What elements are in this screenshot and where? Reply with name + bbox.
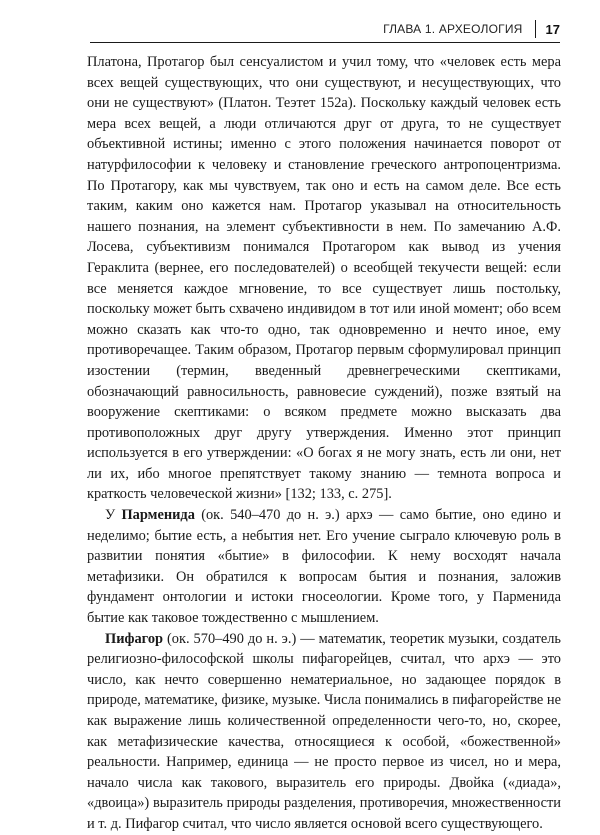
- philosopher-name: Парменида: [121, 507, 195, 524]
- philosopher-name: Пифагор: [105, 630, 164, 647]
- paragraph-pythagoras: [87, 629, 561, 835]
- paragraph-protagoras: [87, 52, 561, 505]
- paragraph-text: Платона, Протагор был сенсуалистом и учил тому, что «человек есть мера всех вещей существующих, что они существуют, и несуществующих, что они не существуют» (Платон. Теэтет 152а). Поскольку каждый человек есть мера всех вещей, а люди отличаются друг от друга, то не существует объективной истины; именно с этого положения начинается поворот от натурфилософии к человеку и становление греческого антропоцентризма. По Протагору, как мы чувствуем, так оно и есть на самом деле. Все есть таким, каким оно кажется нам. Протагор указывал на относительность нашего познания, на элемент субъективности в нем. По замечанию А.Ф. Лосева, субъективизм понимался Протагором как вывод из учения Гераклита (вернее, его последователей) о всеобщей текучести вещей: если все меняется каждое мгновение, то все существует лишь постольку, поскольку может быть схвачено индивидом в тот или иной момент; обо всем можно сказать как что-то одно, так одновременно и нечто иное, ему противоречащее. Таким образом, Протагор первым сформулировал принцип изостении (термин, введенный древнегреческими скептиками, обозначающий равносильность, равновесие суждений), позже взятый на вооружение скептиками: о всяком предмете можно высказать два противоположных друг другу утверждения. Именно этот принцип используется в его утверждении: «О богах я не могу знать, есть ли они, нет ли их, ибо многое препятствует такому знанию — темнота вопроса и краткость человеческой жизни» [132; 133, с. 275].: [87, 54, 561, 503]
- paragraph-parmenides: [87, 505, 561, 629]
- page-number: 17: [545, 21, 560, 37]
- body-text: [87, 52, 561, 835]
- running-header: [90, 16, 560, 43]
- paragraph-text: (ок. 540–470 до н. э.) архэ — само бытие, оно едино и неделимо; бытие есть, а небытия нет. Его учение сыграло ключевую роль в развитии понятия «бытие» в философии. К нему восходят начала метафизики. Он обратился к вопросам бытия и познания, заложив фундамент онтологии и истоки гносеологии. Кроме того, у Парменида бытие как таковое тождественно с мышлением.: [87, 507, 561, 627]
- header-separator: [535, 20, 536, 38]
- paragraph-text: (ок. 570–490 до н. э.) — математик, теоретик музыки, создатель религиозно-философской школы пифагорейцев, считал, что архэ — это число, как нечто совершенно нематериальное, но задающее порядок в природе, математике, физике, музыке. Числа понимались в пифагорействе не как выражение лишь количественной определенности чего-то, но, скорее, как метафизические качества, относящиеся к особой, «божественной» реальности. Например, единица — не просто первое из чисел, но и мера, начало числа как такового, выразитель его природы. Двойка («диада», «двоица») выразитель природы разделения, противоречия, множественности и т. д. Пифагор считал, что число является основой всего существующего.: [87, 630, 561, 832]
- chapter-title: ГЛАВА 1. АРХЕОЛОГИЯ: [383, 22, 523, 36]
- paragraph-prefix: У: [105, 507, 122, 524]
